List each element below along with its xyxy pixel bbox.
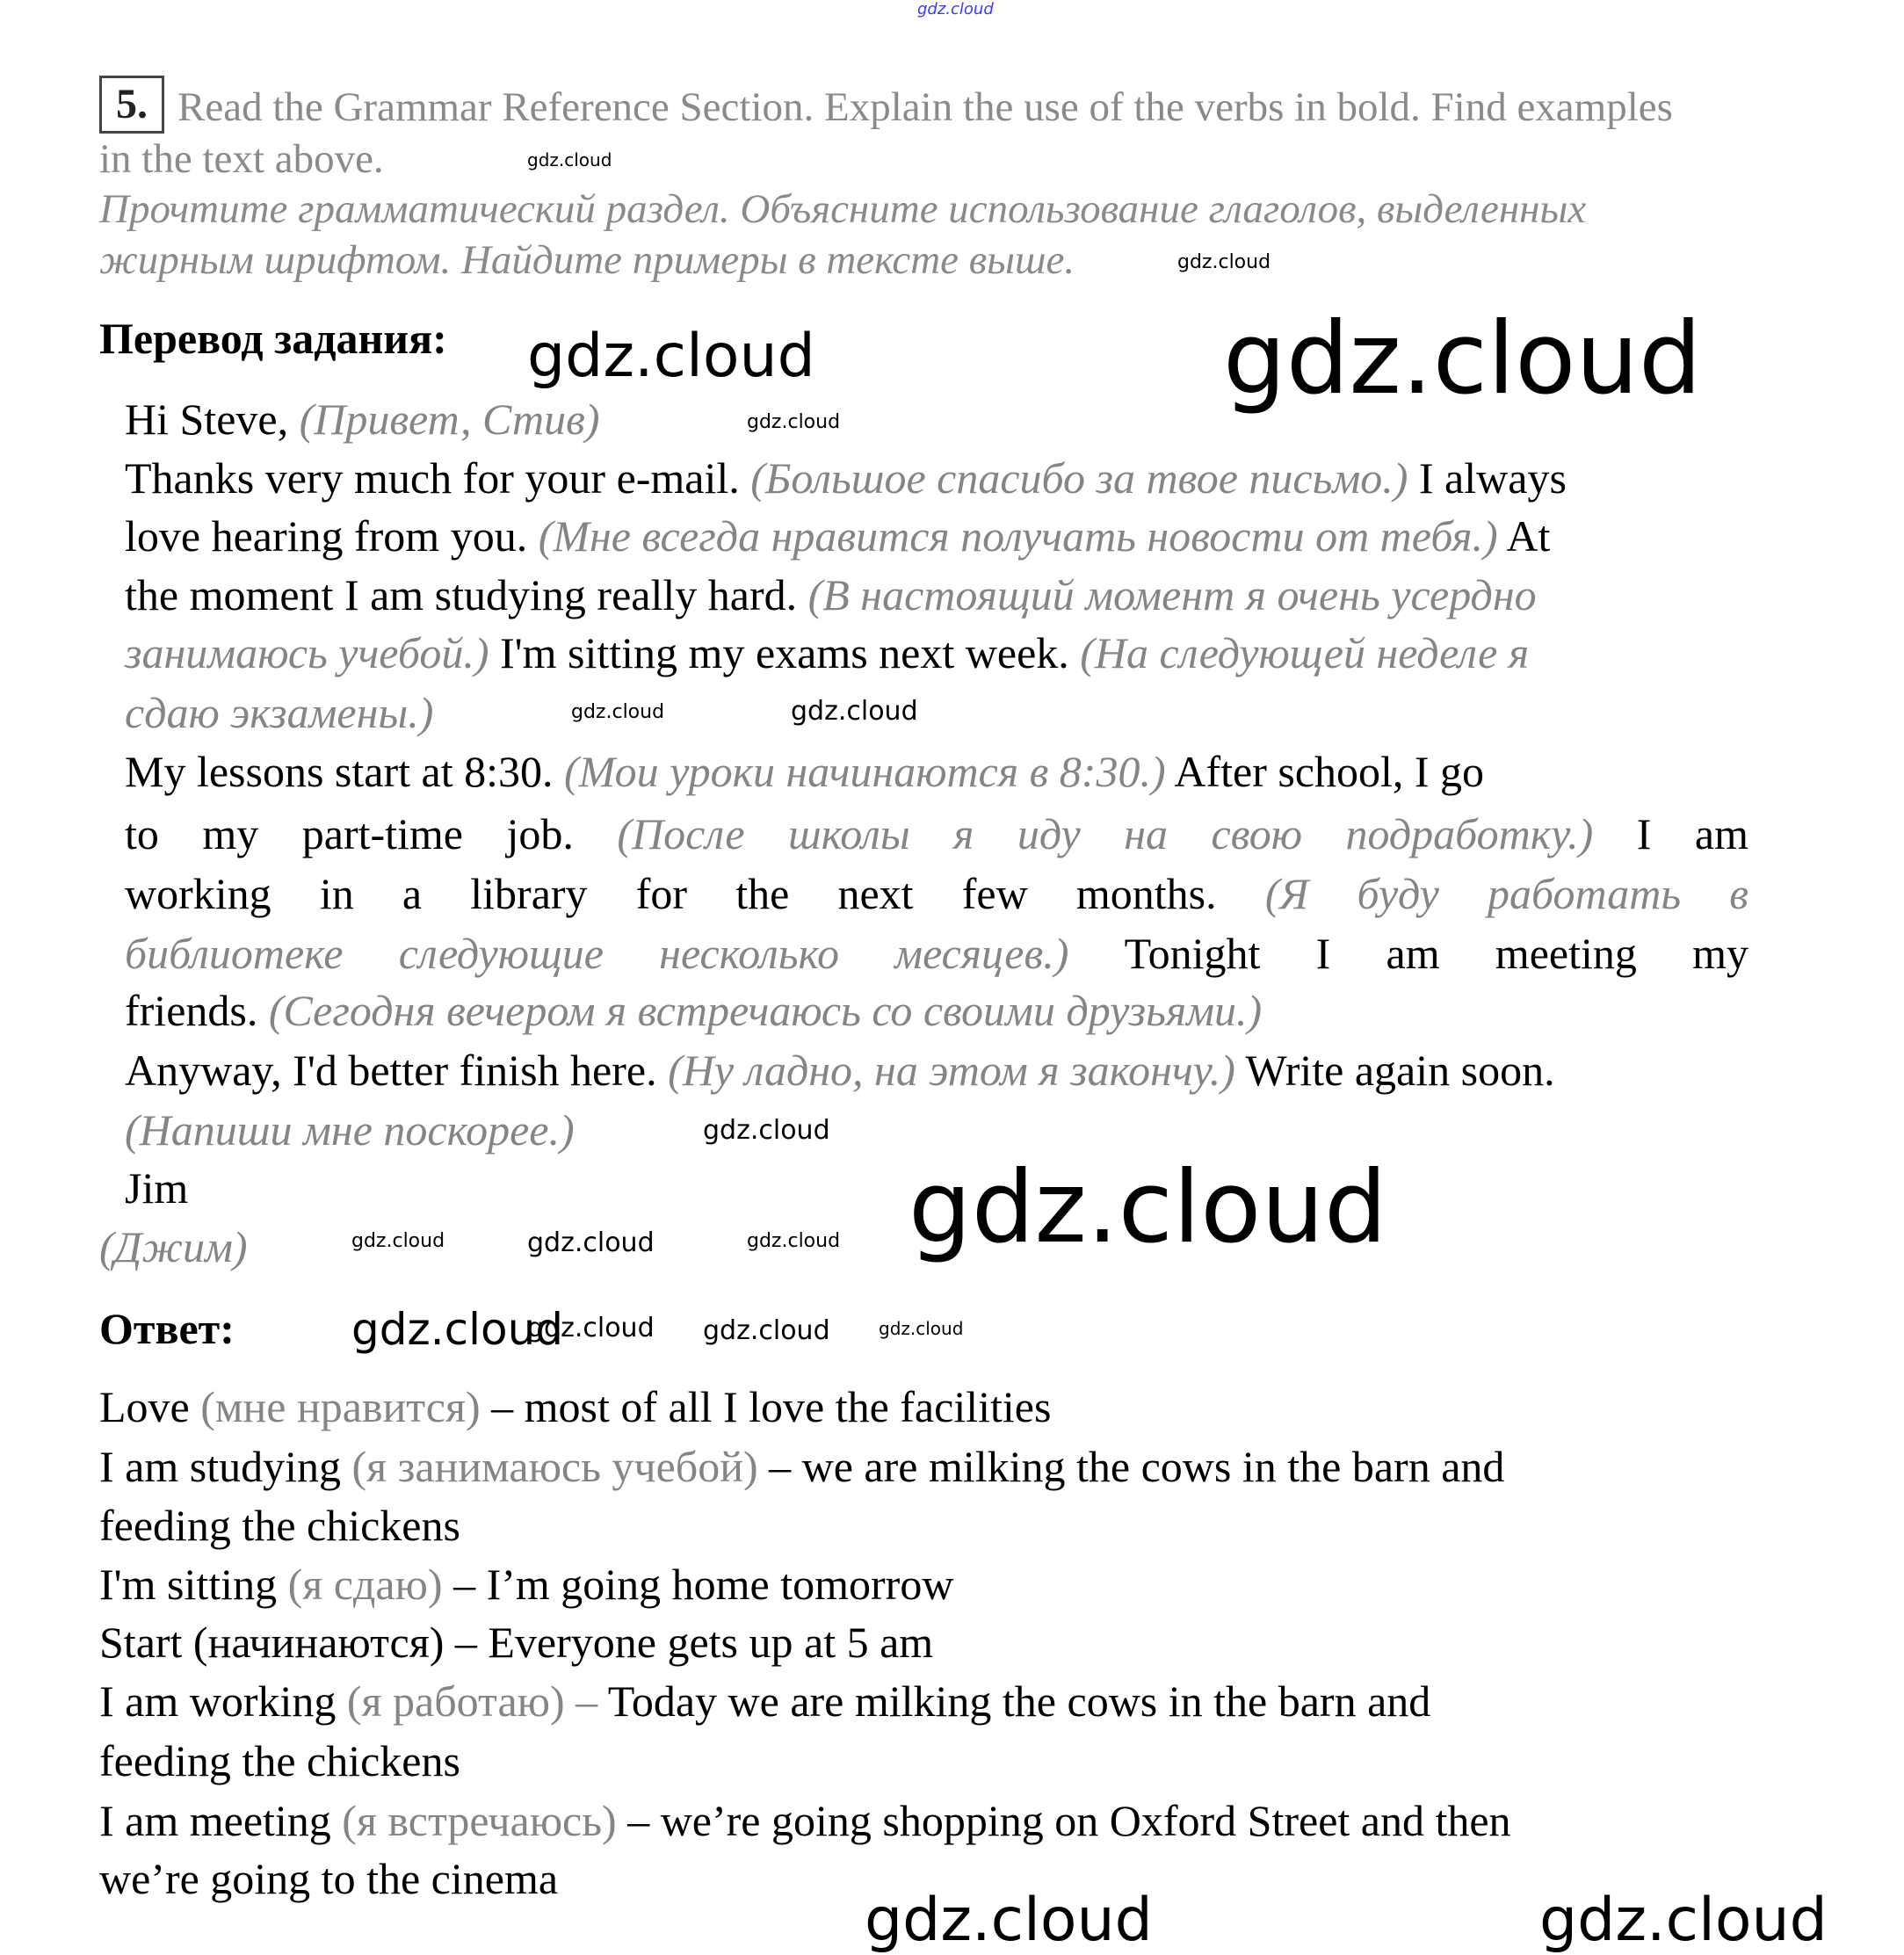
watermark: gdz.cloud [351, 1304, 564, 1355]
task-number: 5. [99, 76, 164, 134]
watermark: gdz.cloud [879, 1318, 964, 1339]
english-fragment: working in a library for the next few months. [125, 869, 1265, 918]
letter-line [125, 568, 1537, 621]
watermark: gdz.cloud [703, 1115, 830, 1146]
watermark: gdz.cloud [747, 1230, 841, 1252]
letter-line [125, 927, 1748, 980]
signature-translation: (Джим) [99, 1222, 248, 1271]
english-fragment: I am meeting [99, 1796, 343, 1845]
task-translation-cont: жирным шрифтом. Найдите примеры в тексте выше. [99, 237, 1075, 283]
answer-line [99, 1380, 1051, 1433]
answer-line [99, 1852, 558, 1905]
watermark: gdz.cloud [747, 411, 841, 433]
english-fragment: – most of all I love the facilities [480, 1382, 1052, 1431]
watermark: gdz.cloud [1223, 300, 1702, 416]
english-fragment: After school, I go [1165, 747, 1485, 796]
translation-fragment: (я встречаюсь) [342, 1796, 617, 1845]
watermark: gdz.cloud [1177, 251, 1271, 273]
task-instruction: Read the Grammar Reference Section. Explain the use of the verbs in bold. Find examples [177, 84, 1673, 130]
letter-line [125, 867, 1748, 920]
translation-fragment: (Большое спасибо за твое письмо.) [750, 453, 1408, 503]
watermark-top: gdz.cloud [917, 0, 994, 18]
english-fragment: feeding the chickens [99, 1501, 460, 1550]
translation-fragment: занимаюсь учебой.) [125, 628, 489, 677]
watermark: gdz.cloud [527, 322, 815, 391]
english-fragment: love hearing from you. [125, 511, 539, 561]
answer-line [99, 1499, 460, 1552]
watermark: gdz.cloud [1539, 1886, 1828, 1955]
letter-line [125, 393, 599, 445]
translation-fragment: библиотеке следующие несколько месяцев.) [125, 929, 1069, 978]
translation-fragment: (Мне всегда нравится получать новости от тебя.) [538, 511, 1498, 561]
english-fragment: feeding the chickens [99, 1736, 460, 1785]
english-fragment: to my part-time job. [125, 809, 618, 858]
watermark: gdz.cloud [909, 1149, 1387, 1265]
english-fragment: I am working [99, 1676, 347, 1726]
watermark: gdz.cloud [351, 1230, 445, 1252]
english-fragment: we’re going to the cinema [99, 1854, 559, 1903]
letter-line [125, 1162, 188, 1214]
translation-heading: Перевод задания: [99, 314, 447, 363]
english-fragment: – we’re going shopping on Oxford Street and then [616, 1796, 1511, 1845]
answer-line [99, 1794, 1511, 1847]
english-fragment: I'm sitting [99, 1560, 288, 1609]
english-fragment: I always [1408, 453, 1567, 503]
answer-line [99, 1675, 1430, 1727]
english-fragment: friends. [125, 986, 269, 1035]
english-fragment: Love [99, 1382, 201, 1431]
translation-fragment: сдаю экзамены.) [125, 688, 434, 737]
english-fragment: – I’m going home tomorrow [442, 1560, 954, 1609]
translation-fragment: (я занимаюсь учебой) [351, 1442, 758, 1491]
translation-fragment: (Ну ладно, на этом я закончу.) [668, 1046, 1235, 1095]
watermark: gdz.cloud [571, 701, 665, 723]
watermark: gdz.cloud [703, 1315, 830, 1346]
answer-line [99, 1734, 460, 1787]
translation-fragment: (Напиши мне поскорее.) [125, 1105, 575, 1155]
translation-fragment: (В настоящий момент я очень усердно [807, 570, 1537, 619]
watermark: gdz.cloud [865, 1886, 1153, 1955]
english-fragment: Tonight I am meeting my [1068, 929, 1748, 978]
watermark: gdz.cloud [527, 1313, 655, 1343]
letter-line [125, 686, 433, 739]
english-fragment: Thanks very much for your e-mail. [125, 453, 751, 503]
letter-line [125, 452, 1567, 504]
english-fragment: I am [1593, 809, 1748, 858]
english-fragment: I'm sitting my exams next week. [489, 628, 1081, 677]
english-fragment: Write again soon. [1234, 1046, 1555, 1095]
translation-fragment: (На следующей неделе я [1080, 628, 1530, 677]
english-fragment: Start (начинаются) – Everyone gets up at 5 am [99, 1618, 934, 1667]
english-fragment: the moment I am studying really hard. [125, 570, 808, 619]
watermark: gdz.cloud [527, 149, 612, 170]
answer-line [99, 1440, 1504, 1493]
translation-fragment: (Я буду работать в [1264, 869, 1748, 918]
letter-line [125, 510, 1550, 562]
letter-line [125, 1044, 1555, 1097]
watermark: gdz.cloud [527, 1227, 655, 1258]
translation-fragment: (Привет, Стив) [299, 395, 600, 444]
english-fragment: Hi Steve, [125, 395, 300, 444]
letter-line [125, 745, 1484, 798]
english-fragment: My lessons start at 8:30. [125, 747, 564, 796]
letter-line [125, 1104, 575, 1156]
letter-line [125, 984, 1262, 1037]
translation-fragment: (я сдаю) [287, 1560, 443, 1609]
english-fragment: Today we are milking the cows in the barn and [597, 1676, 1431, 1726]
english-fragment: I am studying [99, 1442, 352, 1491]
translation-fragment: (После школы я иду на свою подработку.) [617, 809, 1594, 858]
english-fragment: Jim [125, 1163, 189, 1213]
english-fragment: At [1497, 511, 1551, 561]
letter-line [125, 626, 1529, 679]
task-translation: Прочтите грамматический раздел. Объясните использование глаголов, выделенных [99, 186, 1587, 232]
translation-fragment: (я работаю) – [346, 1676, 598, 1726]
answer-line [99, 1616, 933, 1669]
english-fragment: – we are milking the cows in the barn and [757, 1442, 1505, 1491]
answer-heading: Ответ: [99, 1304, 235, 1353]
answer-line [99, 1558, 953, 1611]
english-fragment: Anyway, I'd better finish here. [125, 1046, 669, 1095]
translation-fragment: (мне нравится) [200, 1382, 481, 1431]
translation-fragment: (Сегодня вечером я встречаюсь со своими друзьями.) [268, 986, 1263, 1035]
letter-line [125, 807, 1748, 860]
task-instruction-cont: in the text above. [99, 136, 384, 182]
translation-fragment: (Мои уроки начинаются в 8:30.) [563, 747, 1166, 796]
watermark: gdz.cloud [791, 696, 918, 727]
